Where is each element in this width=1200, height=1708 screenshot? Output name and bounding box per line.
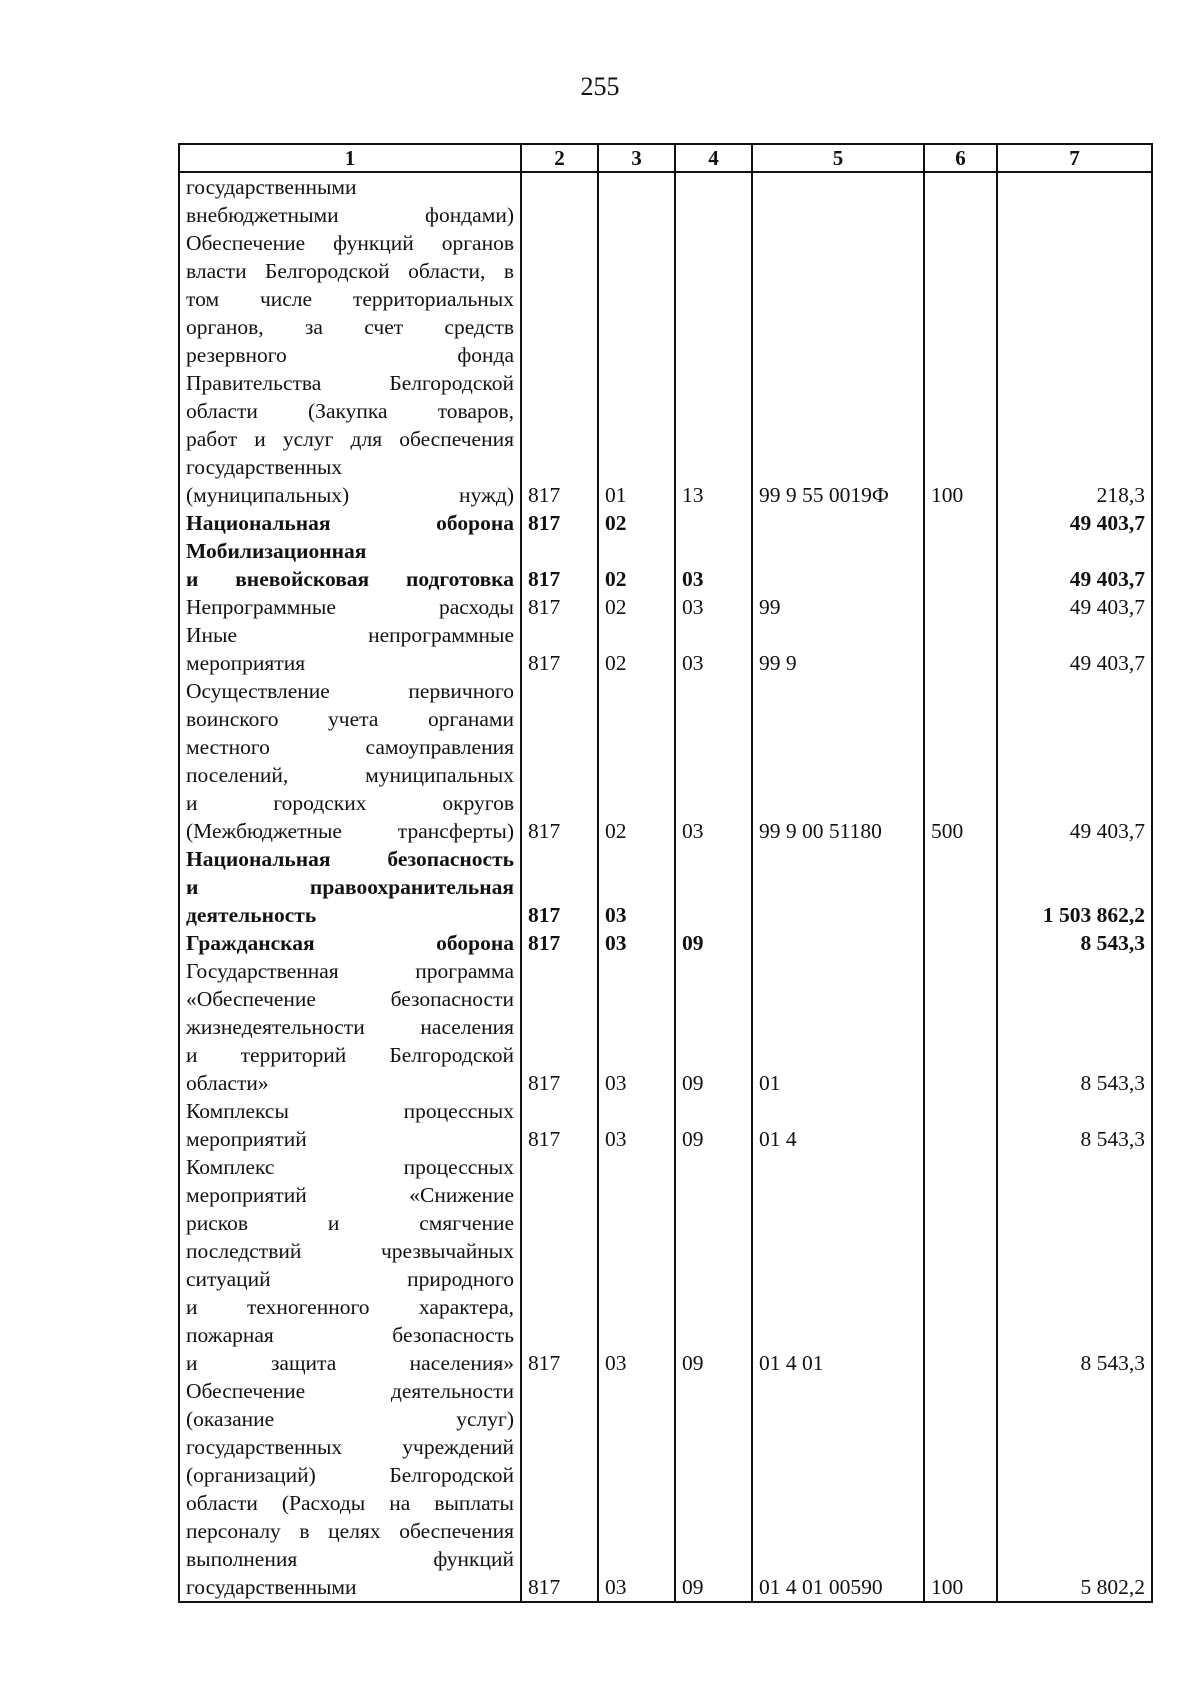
col-header-2: 2 xyxy=(521,144,598,172)
section-code: 03 xyxy=(598,1097,675,1153)
admin-code: 817 xyxy=(521,845,598,929)
description-line: Мобилизационная xyxy=(186,539,367,563)
expense-type-code xyxy=(924,509,997,537)
expense-type-code xyxy=(924,593,997,621)
admin-code: 817 xyxy=(521,1097,598,1153)
description-line: работ и услуг для обеспечения xyxy=(186,427,514,451)
section-code: 03 xyxy=(598,929,675,957)
expense-type-code xyxy=(924,621,997,677)
subsection-code: 09 xyxy=(675,1377,752,1602)
table-row xyxy=(179,1153,1152,1377)
description-line: выполнения функций xyxy=(186,1547,514,1571)
description-line: резервного фонда xyxy=(186,343,514,367)
amount: 49 403,7 xyxy=(997,677,1152,845)
table-row xyxy=(179,845,1152,929)
subsection-code: 03 xyxy=(675,677,752,845)
admin-code: 817 xyxy=(521,229,598,509)
description-line: и территорий Белгородской xyxy=(186,1043,514,1067)
description-line: Национальная безопасность xyxy=(186,847,514,871)
row-description xyxy=(179,1153,521,1377)
amount: 8 543,3 xyxy=(997,1153,1152,1377)
row-description xyxy=(179,172,521,229)
amount: 218,3 xyxy=(997,229,1152,509)
section-code: 01 xyxy=(598,229,675,509)
col-header-4: 4 xyxy=(675,144,752,172)
amount: 49 403,7 xyxy=(997,537,1152,593)
description-line: последствий чрезвычайных xyxy=(186,1239,514,1263)
col-header-3: 3 xyxy=(598,144,675,172)
table-row xyxy=(179,172,1152,229)
admin-code xyxy=(521,172,598,229)
subsection-code: 09 xyxy=(675,1097,752,1153)
target-article-code xyxy=(752,509,924,537)
target-article-code: 01 4 01 00590 xyxy=(752,1377,924,1602)
row-description xyxy=(179,509,521,537)
description-line: мероприятия xyxy=(186,651,306,675)
amount: 49 403,7 xyxy=(997,621,1152,677)
subsection-code xyxy=(675,172,752,229)
description-line: Обеспечение функций органов xyxy=(186,231,514,255)
admin-code: 817 xyxy=(521,621,598,677)
section-code: 02 xyxy=(598,593,675,621)
admin-code: 817 xyxy=(521,957,598,1097)
description-line: Государственная программа xyxy=(186,959,514,983)
description-line: поселений, муниципальных xyxy=(186,763,514,787)
description-line: государственных учреждений xyxy=(186,1435,514,1459)
amount xyxy=(997,172,1152,229)
description-line: органов, за счет средств xyxy=(186,315,514,339)
subsection-code: 09 xyxy=(675,957,752,1097)
subsection-code xyxy=(675,509,752,537)
target-article-code: 01 xyxy=(752,957,924,1097)
expense-type-code: 500 xyxy=(924,677,997,845)
table-row xyxy=(179,1097,1152,1153)
description-line: Непрограммные расходы xyxy=(186,595,514,619)
subsection-code xyxy=(675,845,752,929)
target-article-code xyxy=(752,537,924,593)
target-article-code: 99 9 xyxy=(752,621,924,677)
table-row xyxy=(179,929,1152,957)
target-article-code: 01 4 01 xyxy=(752,1153,924,1377)
description-line: и защита населения» xyxy=(186,1351,514,1375)
amount: 5 802,2 xyxy=(997,1377,1152,1602)
expense-type-code xyxy=(924,172,997,229)
description-line: рисков и смягчение xyxy=(186,1211,514,1235)
description-line: мероприятий xyxy=(186,1127,307,1151)
row-description xyxy=(179,537,521,593)
page-number: 255 xyxy=(580,72,620,101)
section-code: 02 xyxy=(598,537,675,593)
amount: 1 503 862,2 xyxy=(997,845,1152,929)
description-line: области» xyxy=(186,1071,269,1095)
description-line: том числе территориальных xyxy=(186,287,514,311)
admin-code: 817 xyxy=(521,677,598,845)
section-code: 02 xyxy=(598,509,675,537)
description-line: и правоохранительная xyxy=(186,875,514,899)
description-line: государственными xyxy=(186,1575,357,1599)
amount: 8 543,3 xyxy=(997,1097,1152,1153)
section-code: 02 xyxy=(598,621,675,677)
amount: 49 403,7 xyxy=(997,593,1152,621)
budget-table xyxy=(178,143,1153,1603)
expense-type-code xyxy=(924,537,997,593)
row-description xyxy=(179,621,521,677)
subsection-code: 09 xyxy=(675,929,752,957)
description-line: (Межбюджетные трансферты) xyxy=(186,819,514,843)
description-line: власти Белгородской области, в xyxy=(186,259,514,283)
subsection-code: 03 xyxy=(675,621,752,677)
target-article-code xyxy=(752,172,924,229)
description-line: мероприятий «Снижение xyxy=(186,1183,514,1207)
section-code: 03 xyxy=(598,1153,675,1377)
description-line: Осуществление первичного xyxy=(186,679,514,703)
table-row xyxy=(179,957,1152,1097)
expense-type-code xyxy=(924,957,997,1097)
section-code: 03 xyxy=(598,1377,675,1602)
description-line: Правительства Белгородской xyxy=(186,371,514,395)
subsection-code: 09 xyxy=(675,1153,752,1377)
description-line: области (Закупка товаров, xyxy=(186,399,514,423)
description-line: «Обеспечение безопасности xyxy=(186,987,514,1011)
header-row xyxy=(179,144,1152,172)
description-line: местного самоуправления xyxy=(186,735,514,759)
subsection-code: 03 xyxy=(675,537,752,593)
target-article-code xyxy=(752,845,924,929)
description-line: Комплекс процессных xyxy=(186,1155,514,1179)
table-row xyxy=(179,537,1152,593)
expense-type-code xyxy=(924,929,997,957)
table-row xyxy=(179,1377,1152,1602)
description-line: области (Расходы на выплаты xyxy=(186,1491,514,1515)
description-line: (организаций) Белгородской xyxy=(186,1463,514,1487)
section-code: 02 xyxy=(598,677,675,845)
description-line: (муниципальных) нужд) xyxy=(186,483,514,507)
description-line: воинского учета органами xyxy=(186,707,514,731)
description-line: и вневойсковая подготовка xyxy=(186,567,514,591)
table-row xyxy=(179,229,1152,509)
subsection-code: 03 xyxy=(675,593,752,621)
col-header-6: 6 xyxy=(924,144,997,172)
amount: 8 543,3 xyxy=(997,929,1152,957)
description-line: пожарная безопасность xyxy=(186,1323,514,1347)
description-line: ситуаций природного xyxy=(186,1267,514,1291)
description-line: и техногенного характера, xyxy=(186,1295,514,1319)
target-article-code: 99 xyxy=(752,593,924,621)
table-row xyxy=(179,509,1152,537)
admin-code: 817 xyxy=(521,509,598,537)
row-description xyxy=(179,845,521,929)
target-article-code: 99 9 00 51180 xyxy=(752,677,924,845)
col-header-1: 1 xyxy=(179,144,521,172)
description-line: и городских округов xyxy=(186,791,514,815)
description-line: Гражданская оборона xyxy=(186,931,514,955)
table-row xyxy=(179,593,1152,621)
description-line: внебюджетными фондами) xyxy=(186,203,514,227)
description-line: персоналу в целях обеспечения xyxy=(186,1519,514,1543)
admin-code: 817 xyxy=(521,1153,598,1377)
expense-type-code xyxy=(924,1153,997,1377)
section-code xyxy=(598,172,675,229)
table-row xyxy=(179,621,1152,677)
expense-type-code: 100 xyxy=(924,229,997,509)
description-line: деятельность xyxy=(186,903,317,927)
admin-code: 817 xyxy=(521,537,598,593)
amount: 8 543,3 xyxy=(997,957,1152,1097)
description-line: Комплексы процессных xyxy=(186,1099,514,1123)
section-code: 03 xyxy=(598,957,675,1097)
description-line: (оказание услуг) xyxy=(186,1407,514,1431)
target-article-code: 01 4 xyxy=(752,1097,924,1153)
admin-code: 817 xyxy=(521,1377,598,1602)
expense-type-code xyxy=(924,1097,997,1153)
expense-type-code: 100 xyxy=(924,1377,997,1602)
col-header-5: 5 xyxy=(752,144,924,172)
section-code: 03 xyxy=(598,845,675,929)
subsection-code: 13 xyxy=(675,229,752,509)
row-description xyxy=(179,929,521,957)
description-line: государственных xyxy=(186,455,343,479)
admin-code: 817 xyxy=(521,593,598,621)
row-description xyxy=(179,593,521,621)
description-line: жизнедеятельности населения xyxy=(186,1015,514,1039)
description-line: Национальная оборона xyxy=(186,511,514,535)
target-article-code xyxy=(752,929,924,957)
row-description xyxy=(179,677,521,845)
description-line: государственными xyxy=(186,175,357,199)
description-line: Иные непрограммные xyxy=(186,623,514,647)
row-description xyxy=(179,957,521,1097)
amount: 49 403,7 xyxy=(997,509,1152,537)
row-description xyxy=(179,1377,521,1602)
admin-code: 817 xyxy=(521,929,598,957)
table-row xyxy=(179,677,1152,845)
expense-type-code xyxy=(924,845,997,929)
col-header-7: 7 xyxy=(997,144,1152,172)
row-description xyxy=(179,229,521,509)
description-line: Обеспечение деятельности xyxy=(186,1379,514,1403)
row-description xyxy=(179,1097,521,1153)
target-article-code: 99 9 55 0019Ф xyxy=(752,229,924,509)
